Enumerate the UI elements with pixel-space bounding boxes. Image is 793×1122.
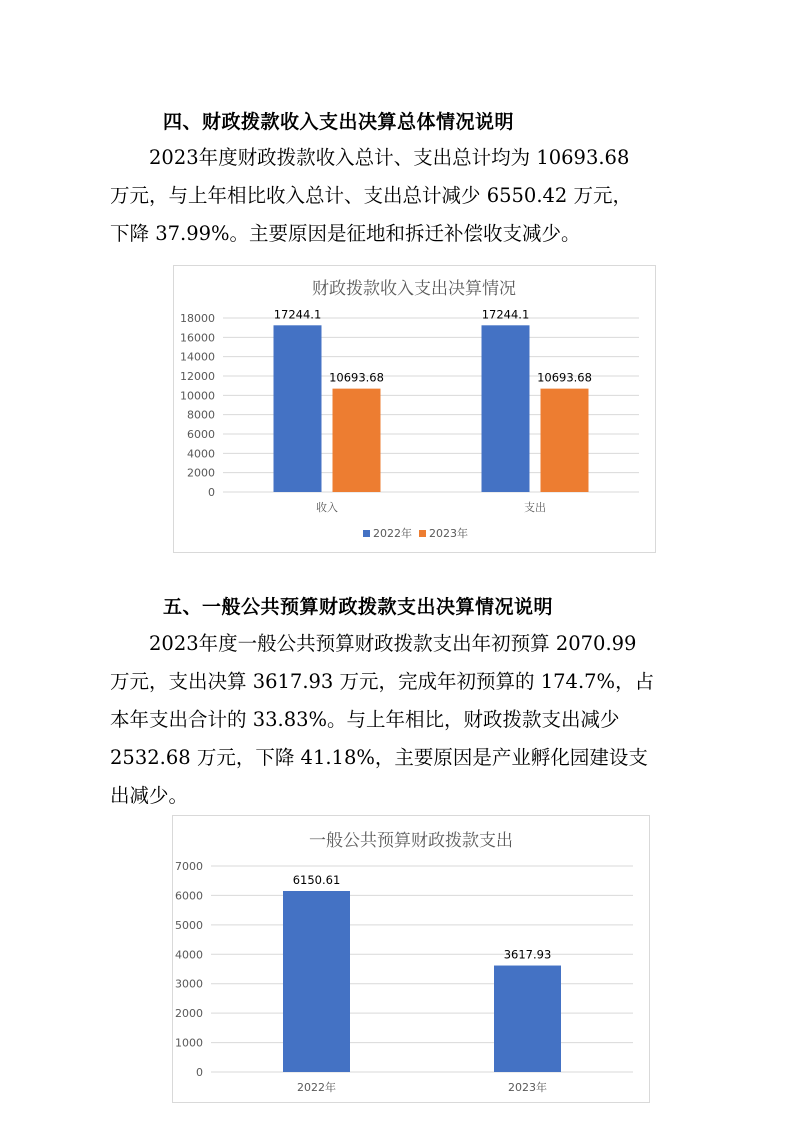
y-tick-label: 18000 [180, 312, 215, 325]
y-tick-label: 6000 [187, 428, 215, 441]
y-tick-label: 14000 [180, 350, 215, 364]
chart1-svg [174, 266, 655, 552]
section4-paragraph [110, 139, 680, 253]
paragraph-line: 下降 37.99%。主要原因是征地和拆迁补偿收支减少。 [110, 222, 581, 245]
y-tick-label: 0 [208, 486, 215, 499]
x-tick-label: 2022年 [297, 1081, 336, 1094]
x-tick-label: 2023年 [508, 1081, 547, 1094]
data-label: 17244.1 [481, 307, 530, 322]
data-label: 10693.68 [537, 370, 592, 385]
y-tick-label: 5000 [175, 918, 203, 932]
y-tick-label: 0 [196, 1066, 203, 1079]
y-tick-label: 12000 [180, 370, 215, 383]
y-tick-label: 4000 [187, 447, 215, 461]
data-label: 6150.61 [292, 872, 341, 887]
chart2-svg [173, 816, 649, 1102]
bar [283, 891, 350, 1072]
paragraph-line: 2023年度一般公共预算财政拨款支出年初预算 2070.99 [149, 632, 637, 655]
legend-label: 2022年 [373, 527, 412, 540]
chart-general-budget-expense [172, 815, 650, 1103]
section5-heading: 五、一般公共预算财政拨款支出决算情况说明 [163, 596, 554, 618]
legend-swatch [419, 530, 426, 537]
y-tick-label: 10000 [180, 389, 215, 403]
bar [541, 389, 589, 492]
x-tick-label: 收入 [316, 501, 338, 514]
paragraph-line: 本年支出合计的 33.83%。与上年相比，财政拨款支出减少 [110, 708, 620, 731]
y-tick-label: 16000 [180, 331, 215, 345]
chart2-title: 一般公共预算财政拨款支出 [309, 831, 513, 851]
paragraph-line: 出减少。 [110, 784, 189, 807]
y-tick-label: 3000 [175, 977, 203, 991]
legend-swatch [363, 530, 370, 537]
paragraph-line: 2532.68 万元，下降 41.18%，主要原因是产业孵化园建设支 [110, 746, 648, 769]
y-tick-label: 2000 [175, 1007, 203, 1021]
chart1-title: 财政拨款收入支出决算情况 [312, 279, 516, 299]
y-tick-label: 2000 [187, 466, 215, 480]
paragraph-line: 万元，与上年相比收入总计、支出总计减少 6550.42 万元， [110, 184, 633, 207]
y-tick-label: 1000 [175, 1036, 203, 1050]
section4-heading: 四、财政拨款收入支出决算总体情况说明 [163, 111, 515, 133]
bar [274, 325, 322, 492]
x-tick-label: 支出 [524, 501, 546, 514]
y-tick-label: 7000 [175, 860, 203, 873]
data-label: 17244.1 [273, 307, 322, 322]
paragraph-line: 万元，支出决算 3617.93 万元，完成年初预算的 174.7%，占 [110, 670, 655, 693]
legend-label: 2023年 [429, 527, 468, 540]
bar [333, 389, 381, 492]
bar [482, 325, 530, 492]
y-tick-label: 8000 [187, 408, 215, 422]
data-label: 10693.68 [329, 370, 384, 385]
paragraph-line: 2023年度财政拨款收入总计、支出总计均为 10693.68 [149, 146, 630, 169]
data-label: 3617.93 [503, 947, 552, 962]
chart-finance-income-expense [173, 265, 656, 553]
bar [494, 966, 561, 1072]
y-tick-label: 4000 [175, 948, 203, 962]
section5-paragraph [110, 625, 680, 815]
y-tick-label: 6000 [175, 889, 203, 903]
